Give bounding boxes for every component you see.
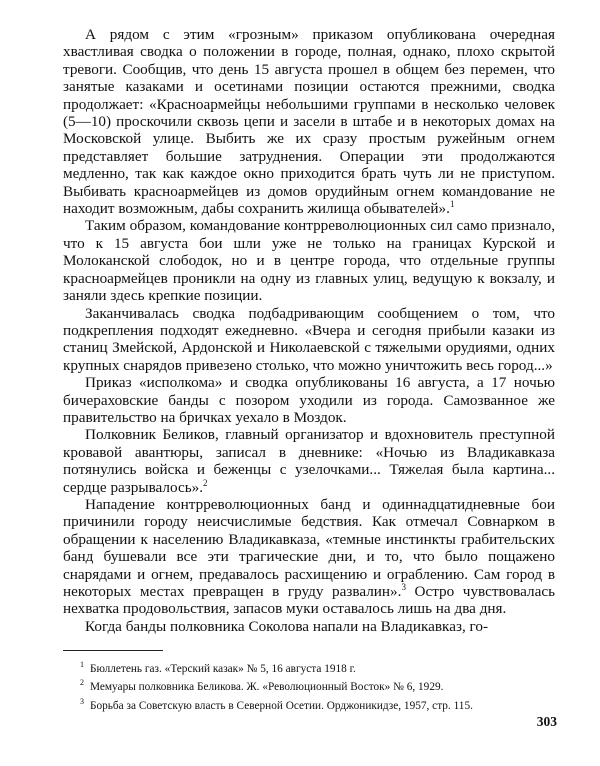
paragraph-6-text: Нападение контрреволюционных банд и одиннадцатидневные бои причинили городу неисчислимые бедствия. Как отмечал Совнарком в обращении к населению Владикавказа, «темные инстинкты грабительских банд бушевали все эти трагические дни, и то, что было пощажено снарядами и огнем, предавалось расхищению и ограблению. Сам город в некоторых местах превращен в груду развалин». <box>63 495 555 600</box>
footnotes <box>80 658 558 713</box>
paragraph-1 <box>63 26 555 217</box>
paragraph-7-text: Когда банды полковника Соколова напали на Владикавказ, го- <box>85 617 489 635</box>
paragraph-7 <box>63 618 555 635</box>
footnote-divider <box>63 650 163 651</box>
main-text <box>63 26 555 635</box>
footnote-2-number: 2 <box>80 678 84 688</box>
footnote-ref-3: 3 <box>401 581 406 592</box>
paragraph-4 <box>63 374 555 426</box>
paragraph-1-text: А рядом с этим «грозным» приказом опубликована очередная хвастливая сводка о положении в городе, полная, однако, плохо скрытой тревоги. Сообщив, что день 15 августа прошел в общем без перемен, что занятые казаками и осетинами позиции остаются прежними, сводка продолжает: «Красноармейцы небольшими группами в несколько человек (5—10) проскочили сквозь цепи и засели в штабе и в некоторых домах на Московской улице. Выбить же их сразу простым ружейным огнем представляет большие затруднения. Операции эти продолжаются медленно, так как каждое окно приходится брать чуть ли не приступом. Выбивать красноармейцев из домов орудийным огнем командование не находит возможным, дабы сохранить жилища обывателей». <box>63 26 555 218</box>
paragraph-3 <box>63 305 555 375</box>
paragraph-3-text: Заканчивалась сводка подбадривающим сообщением о том, что подкрепления подходят ежедневно. «Вчера и сегодня прибыли казаки из станиц Змейской, Ардонской и Николаевской с тяжелыми орудиями, одних крупных снарядов привезено столько, что можно уничтожить весь город...» <box>63 304 555 374</box>
footnote-2-text: Мемуары полковника Беликова. Ж. «Революционный Восток» № 6, 1929. <box>90 681 444 694</box>
footnote-3-number: 3 <box>80 696 84 706</box>
footnote-3-text: Борьба за Советскую власть в Северной Осетии. Орджоникидзе, 1957, стр. 115. <box>90 699 473 712</box>
footnote-1-number: 1 <box>80 660 84 669</box>
footnote-3 <box>80 695 558 713</box>
footnote-1-text: Бюллетень газ. «Терский казак» № 5, 16 августа 1918 г. <box>90 662 356 675</box>
paragraph-6 <box>63 496 555 618</box>
paragraph-2-text: Таким образом, командование контрреволюционных сил само признало, что к 15 августа бои шли уже не только на границах Курской и Молоканской слободок, но и в центре города, что отдельные группы красноармейцев проникли на одну из главных улиц, ведущую к вокзалу, и заняли здесь крепкие позиции. <box>63 217 555 305</box>
footnote-ref-2: 2 <box>203 477 208 488</box>
paragraph-2 <box>63 217 555 304</box>
paragraph-4-text: Приказ «исполкома» и сводка опубликованы 16 августа, а 17 ночью бичераховские банды с позором уходили из города. Самозванное же правительство на бричках уехало в Моздок. <box>63 374 555 426</box>
paragraph-5 <box>63 426 555 496</box>
paragraph-5-text: Полковник Беликов, главный организатор и вдохновитель преступной кровавой авантюры, записал в дневнике: «Ночью из Владикавказа потянулись войска и беженцы с узелочками... Тяжелая была картина... сердце разрывалось». <box>63 426 555 496</box>
footnote-2 <box>80 676 558 694</box>
footnote-1 <box>80 658 558 676</box>
paragraph-6-tail: Остро чувствовалась нехватка продовольствия, запасов муки оставалось лишь на два дня. <box>63 583 555 618</box>
page-number: 303 <box>536 714 557 729</box>
footnote-ref-1: 1 <box>449 199 455 209</box>
